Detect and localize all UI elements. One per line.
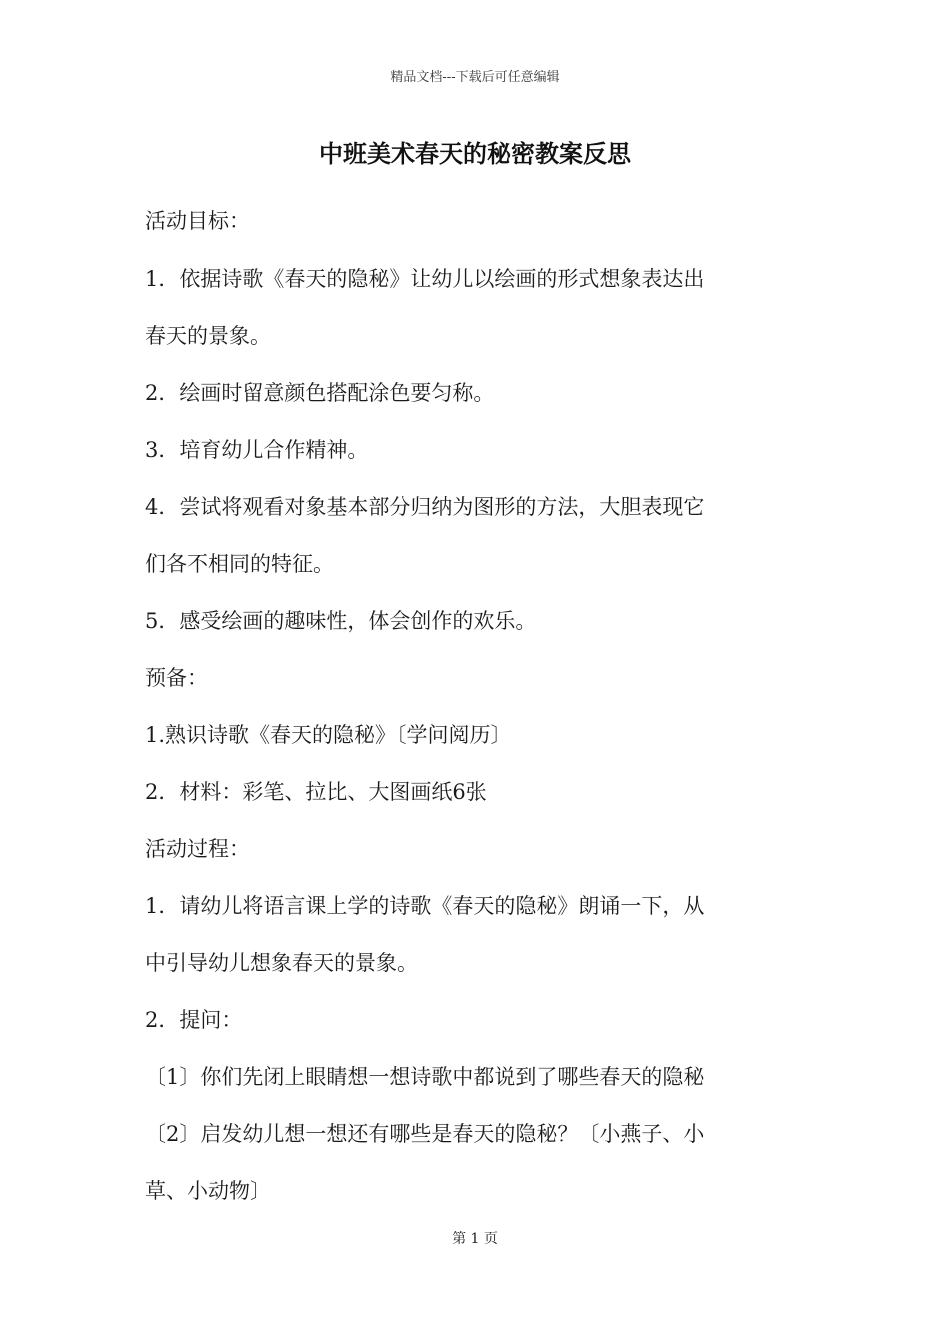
paragraph-line: 1．请幼儿将语言课上学的诗歌《春天的隐秘》朗诵一下，从 [145,894,705,918]
section-heading-goals: 活动目标： [145,209,250,233]
paragraph-line: 中引导幼儿想象春天的景象。 [145,951,418,975]
paragraph-line: 1．依据诗歌《春天的隐秘》让幼儿以绘画的形式想象表达出 [145,267,705,291]
paragraph-line: 〔1〕你们先闭上眼睛想一想诗歌中都说到了哪些春天的隐秘 [145,1065,705,1089]
paragraph-line: 2．绘画时留意颜色搭配涂色要匀称。 [145,381,495,405]
paragraph-line: 4．尝试将观看对象基本部分归纳为图形的方法，大胆表现它 [145,495,705,519]
page-number: 第 1 页 [452,1231,498,1247]
paragraph-line: 5．感受绘画的趣味性，体会创作的欢乐。 [145,609,537,633]
section-heading-process: 活动过程： [145,837,250,861]
paragraph-line: 2．提问： [145,1008,243,1032]
paragraph-line: 春天的景象。 [145,324,271,348]
paragraph-line: 2．材料：彩笔、拉比、大图画纸6张 [145,780,487,804]
section-heading-preparation: 预备： [145,666,208,690]
document-title: 中班美术春天的秘密教案反思 [319,139,631,168]
paragraph-line: 草、小动物〕 [145,1179,271,1203]
paragraph-line: 们各不相同的特征。 [145,552,334,576]
paragraph-line: 〔2〕启发幼儿想一想还有哪些是春天的隐秘？〔小燕子、小 [145,1122,705,1146]
paragraph-line: 3．培育幼儿合作精神。 [145,438,369,462]
page-header: 精品文档---下载后可任意编辑 [390,70,560,85]
paragraph-line: 1.熟识诗歌《春天的隐秘》〔学问阅历〕 [145,723,512,747]
